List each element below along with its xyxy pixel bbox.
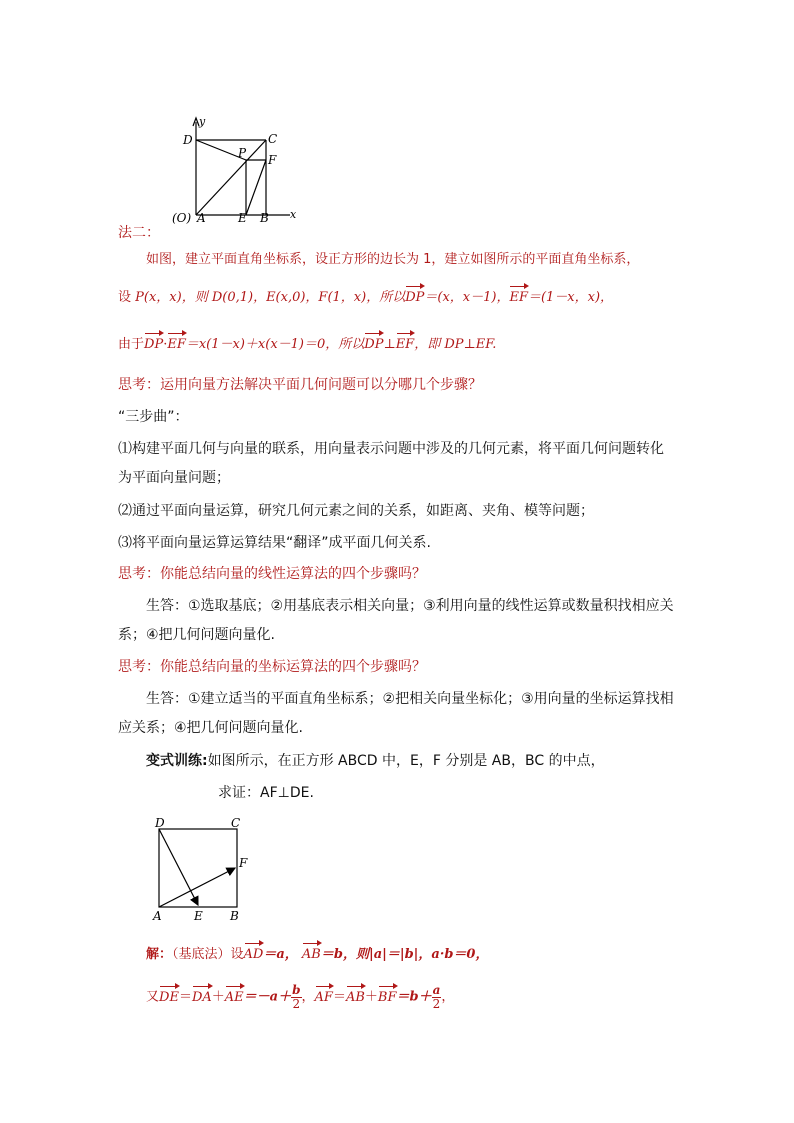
step1-line2: 为平面向量问题； [118,470,230,486]
three-steps-heading: “三步曲”： [118,409,189,425]
vector-ab: AB [345,989,365,1005]
label-F: F [239,856,248,870]
method2-title: 法二： [118,225,160,241]
vector-af: AF [314,989,333,1005]
vector-af [159,868,235,907]
label-B: B [230,909,239,923]
text: ＋ [364,989,378,1005]
step2: ⑵通过平面向量运算，研究几何元素之间的关系，如距离、夹角、模等问题； [118,503,594,519]
label-y: y [199,115,206,128]
step3: ⑶将平面向量运算运算结果“翻译”成平面几何关系. [118,535,431,551]
variant-training [146,750,605,770]
step1-line1: ⑴构建平面几何与向量的联系，用向量表示问题中涉及的几何元素，将平面几何问题转化 [118,441,664,457]
text: ＝ [332,989,346,1005]
vector-ef: EF [167,337,186,352]
fraction-b-over-2 [291,984,301,1010]
solution-line2 [146,984,454,1010]
answer2-line2: 系；④把几何问题向量化. [118,627,276,643]
numerator: b [292,983,301,997]
diagonal-ac [196,140,266,215]
text: （基底法）设 [172,947,244,962]
label-E: E [238,211,247,225]
variant-label: 变式训练: [146,753,208,769]
segment-ef [246,160,266,215]
figure-coordinate-square [170,112,310,227]
vector-dp: DP [405,290,425,305]
vector-ab: AB [301,947,321,962]
text: ＋ [211,989,225,1005]
numerator: a [432,983,441,997]
text: ＝x(1－x)＋x(x－1)＝0，所以 [185,337,365,352]
text: ＝(x，x－1)， [424,290,510,305]
vector-ad: AD [243,947,264,962]
text: ＝b＋ [396,989,432,1005]
prove-statement: 求证：AF⊥DE. [218,785,314,801]
text: ＝－a＋ [243,989,292,1005]
label-O: (O) [172,211,192,225]
text: ， [301,989,315,1005]
vector-ef: EF [509,290,528,305]
vector-dp: DP [364,337,384,352]
solution-line1 [146,943,488,962]
answer3-line1: 生答：①建立适当的平面直角坐标系；②把相关向量坐标化；③用向量的坐标运算找相 [146,691,674,707]
label-D: D [155,816,165,830]
text: 又 [146,989,160,1005]
label-E: E [194,909,203,923]
think2-question: 思考：你能总结向量的线性运算法的四个步骤吗？ [118,566,426,582]
label-D: D [183,133,193,147]
answer2-line1: 生答：①选取基底；②用基底表示相关向量；③利用向量的线性运算或数量积找相应关 [146,598,674,614]
figure-square-abcd [150,812,260,924]
square-outline [159,829,237,907]
method2-line2 [118,286,613,305]
think3-question: 思考：你能总结向量的坐标运算法的四个步骤吗？ [118,659,426,675]
text: ＝ [178,989,192,1005]
text: P(x，x)，则 D(0,1)，E(x,0)，F(1，x)，所以 [135,290,406,305]
label-A: A [197,211,206,225]
vector-de: DE [159,989,179,1005]
vector-ae: AE [224,989,244,1005]
dot: · [163,337,168,352]
answer3-line2: 应关系；④把几何问题向量化. [118,720,304,736]
text: ＝a， [263,947,298,962]
label-C: C [231,816,241,830]
vector-de [159,829,198,905]
text: ， [441,989,455,1005]
method2-line3 [118,333,496,352]
label-P: P [238,146,247,160]
jie: 解： [146,947,173,962]
vector-da: DA [191,989,212,1005]
variant-text: 如图所示，在正方形 ABCD 中，E，F 分别是 AB，BC 的中点， [207,753,605,769]
denominator: 2 [432,997,441,1011]
think1-question: 思考：运用向量方法解决平面几何问题可以分哪几个步骤？ [118,377,482,393]
label-F: F [268,153,277,167]
text: 设 [118,290,136,305]
text: ＝(1－x，x)， [527,290,614,305]
text: ＝b，则|a|＝|b|，a·b＝0， [320,947,489,962]
method2-line1: 如图，建立平面直角坐标系，设正方形的边长为 1，建立如图所示的平面直角坐标系， [146,252,640,267]
vector-ef: EF [395,337,415,352]
label-C: C [268,132,278,146]
vector-dp: DP [144,337,164,352]
perp: ⊥ [383,337,396,352]
text: 由于 [118,337,145,352]
text: ，即 DP⊥EF. [414,337,497,352]
fraction-a-over-2 [432,984,442,1010]
label-A: A [153,909,162,923]
label-B: B [260,211,269,225]
denominator: 2 [292,997,301,1011]
vector-bf: BF [377,989,397,1005]
label-x: x [290,208,297,221]
